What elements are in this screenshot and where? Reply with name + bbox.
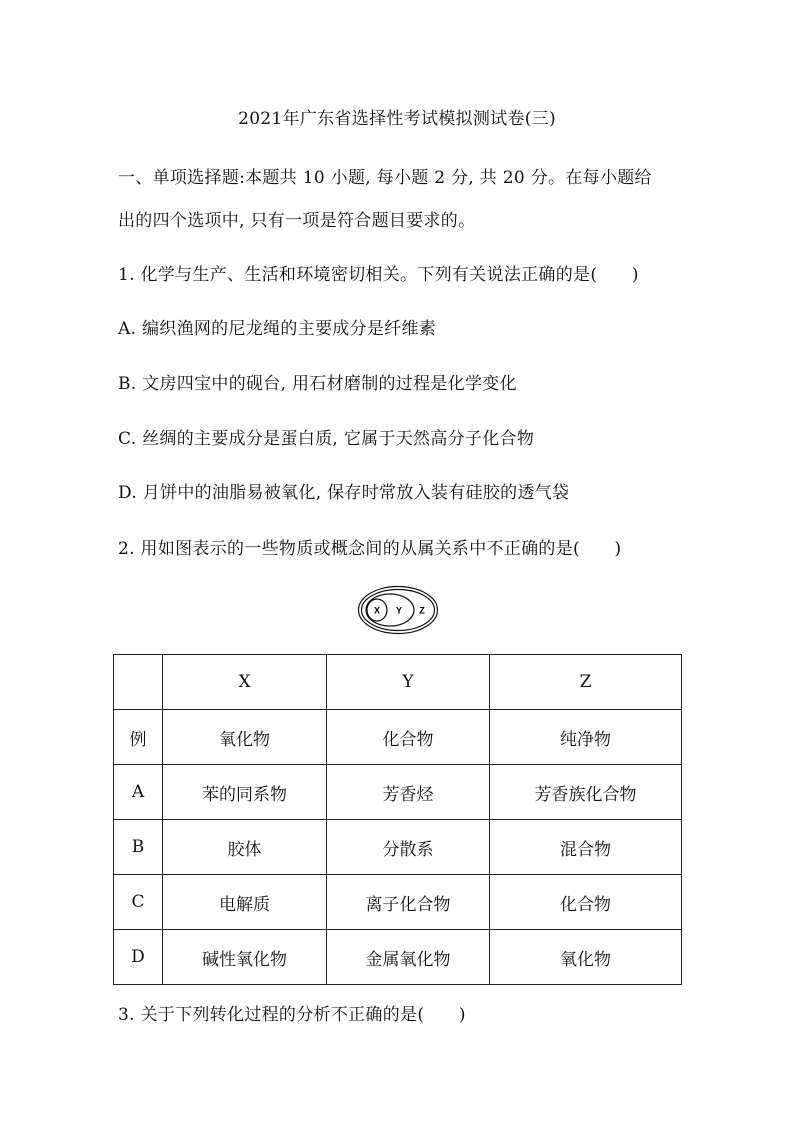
table-row — [114, 765, 682, 820]
question-1-option-d: D. 月饼中的油脂易被氧化, 保存时常放入装有硅胶的透气袋 — [118, 483, 570, 503]
question-2-stem: 2. 用如图表示的一些物质或概念间的从属关系中不正确的是( ) — [118, 539, 622, 559]
table-cell: D — [114, 930, 163, 985]
classification-table — [113, 654, 682, 985]
label-x: X — [373, 605, 381, 616]
table-header-cell: X — [163, 655, 327, 710]
table-cell: 碱性氧化物 — [163, 930, 327, 985]
table-cell: 纯净物 — [490, 710, 682, 765]
table-cell: A — [114, 765, 163, 820]
table-cell: 芳香烃 — [327, 765, 490, 820]
table-cell: 混合物 — [490, 820, 682, 875]
table-cell: 氧化物 — [490, 930, 682, 985]
table-cell: C — [114, 875, 163, 930]
table-cell: 芳香族化合物 — [490, 765, 682, 820]
table-row — [114, 820, 682, 875]
label-y: Y — [395, 605, 403, 616]
label-z: Z — [419, 605, 425, 616]
table-row — [114, 930, 682, 985]
question-3-stem: 3. 关于下列转化过程的分析不正确的是( ) — [118, 1005, 466, 1025]
table-cell: 离子化合物 — [327, 875, 490, 930]
table-row — [114, 710, 682, 765]
table-cell: 化合物 — [327, 710, 490, 765]
question-1-option-a: A. 编织渔网的尼龙绳的主要成分是纤维素 — [118, 319, 437, 339]
table-row — [114, 875, 682, 930]
page-title: 2021年广东省选择性考试模拟测试卷(三) — [238, 109, 556, 129]
table-cell: B — [114, 820, 163, 875]
table-cell: 电解质 — [163, 875, 327, 930]
section-instruction-line-1: 一、单项选择题:本题共 10 小题, 每小题 2 分, 共 20 分。在每小题给 — [118, 168, 652, 188]
table-cell: 氧化物 — [163, 710, 327, 765]
table-cell: 化合物 — [490, 875, 682, 930]
table-cell: 金属氧化物 — [327, 930, 490, 985]
table-cell: 例 — [114, 710, 163, 765]
nested-ellipse-diagram — [357, 585, 439, 635]
question-1-option-b: B. 文房四宝中的砚台, 用石材磨制的过程是化学变化 — [118, 374, 517, 394]
question-1-option-c: C. 丝绸的主要成分是蛋白质, 它属于天然高分子化合物 — [118, 429, 535, 449]
table-header-cell — [114, 655, 163, 710]
table-header-cell: Z — [490, 655, 682, 710]
table-cell: 苯的同系物 — [163, 765, 327, 820]
table-cell: 分散系 — [327, 820, 490, 875]
question-1-stem: 1. 化学与生产、生活和环境密切相关。下列有关说法正确的是( ) — [118, 265, 639, 285]
section-instruction-line-2: 出的四个选项中, 只有一项是符合题目要求的。 — [118, 211, 476, 231]
table-cell: 胶体 — [163, 820, 327, 875]
table-header-cell: Y — [327, 655, 490, 710]
table-header-row — [114, 655, 682, 710]
